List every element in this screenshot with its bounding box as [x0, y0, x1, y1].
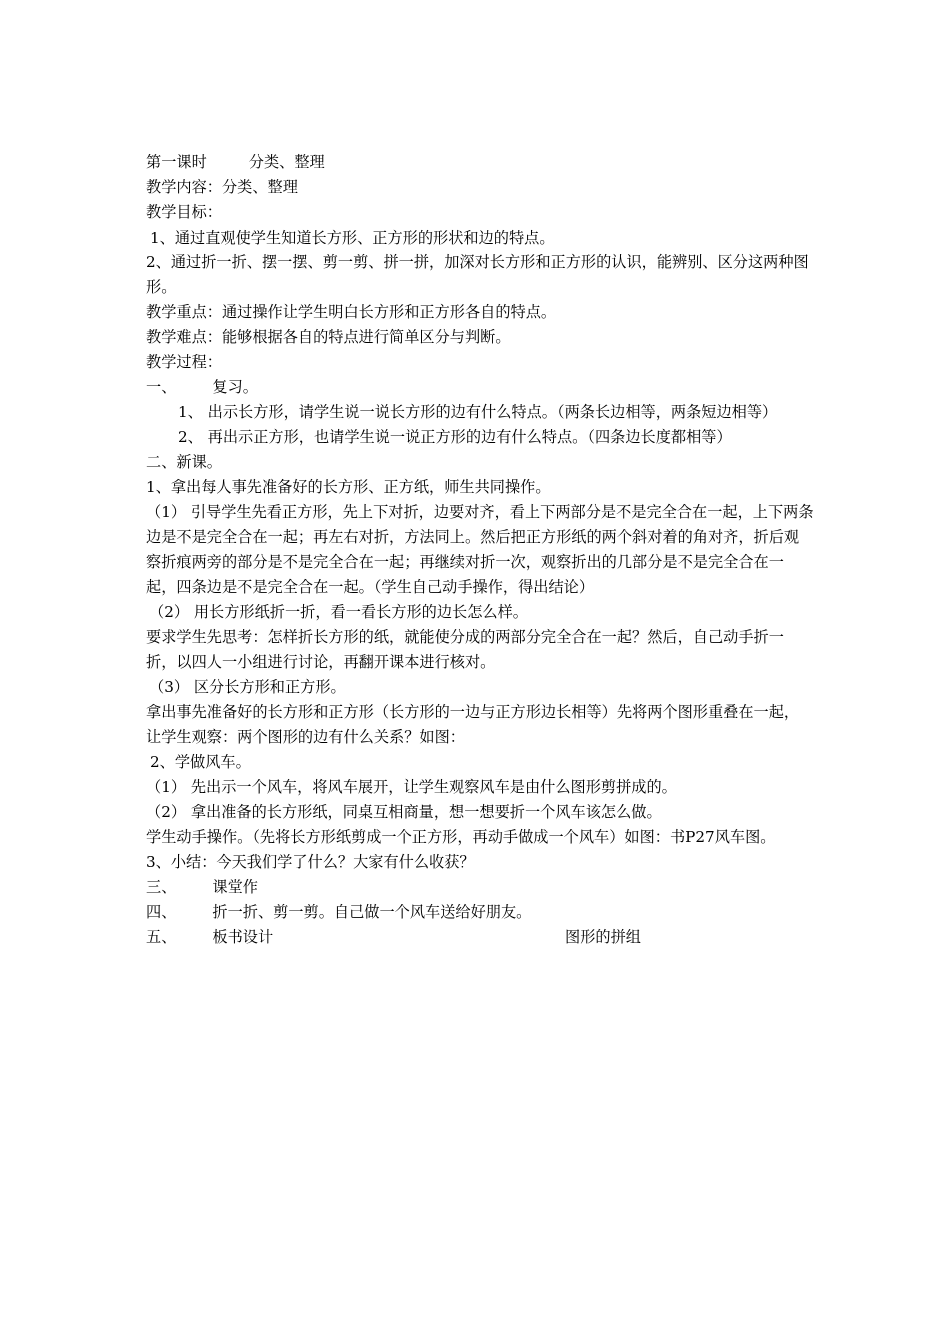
review-title: 复习。	[212, 378, 258, 396]
goal-1: 1、通过直观使学生知道长方形、正方形的形状和边的特点。	[150, 229, 555, 247]
step-1-paragraph-line-4: 起，四条边是不是完全合在一起。（学生自己动手操作，得出结论）	[146, 578, 595, 596]
item-3-paragraph-line-1: 拿出事先准备好的长方形和正方形（长方形的一边与正方形边长相等）先将两个图形重叠在一起，	[146, 703, 800, 721]
step-1-paragraph-line-3: 察折痕两旁的部分是不是完全合在一起；再继续对折一次，观察折出的几部分是不是完全合在一	[146, 553, 784, 571]
goal-2-line-1: 2、通过折一折、摆一摆、剪一剪、拼一拼，加深对长方形和正方形的认识，能辨别、区分这两种图	[146, 253, 809, 271]
lesson-title: 第一课时	[146, 153, 207, 171]
process-label: 教学过程：	[146, 353, 222, 371]
section-3	[146, 875, 862, 899]
section-3-text: 课堂作	[212, 878, 258, 896]
board-design-title: 图形的拼组	[565, 928, 641, 946]
item-3-paragraph-line-2: 让学生观察：两个图形的边有什么关系？如图：	[146, 728, 465, 746]
goal-2-line-2: 形。	[146, 278, 177, 296]
new-lesson-heading: 二、新课。	[146, 453, 222, 471]
new-lesson-step-2: 2、学做风车。	[150, 753, 251, 771]
section-4-number: 四、	[146, 903, 177, 921]
step-2-item-2: （2） 拿出准备的长方形纸，同桌互相商量，想一想要折一个风车该怎么做。	[146, 803, 662, 821]
difficulty: 教学难点：能够根据各自的特点进行简单区分与判断。	[146, 328, 511, 346]
item-2-paragraph-line-2: 折，以四人一小组进行讨论，再翻开课本进行核对。	[146, 653, 496, 671]
key-point: 教学重点：通过操作让学生明白长方形和正方形各自的特点。	[146, 303, 557, 321]
review-heading	[146, 375, 862, 399]
goals-label: 教学目标：	[146, 203, 222, 221]
section-5-text: 板书设计	[212, 928, 274, 946]
step-1-paragraph-line-1: （1） 引导学生先看正方形，先上下对折，边要对齐，看上下两部分是不是完全合在一起，上下两条	[146, 503, 814, 521]
section-4-text: 折一折、剪一剪。自己做一个风车送给好朋友。	[212, 903, 532, 921]
lesson-content: 教学内容：分类、整理	[146, 178, 298, 196]
review-item-1: 1、 出示长方形，请学生说一说长方形的边有什么特点。（两条长边相等，两条短边相等）	[178, 403, 778, 421]
lesson-topic: 分类、整理	[248, 153, 325, 171]
step-1-item-2: （2） 用长方形纸折一折，看一看长方形的边长怎么样。	[149, 603, 528, 621]
review-item-2: 2、 再出示正方形，也请学生说一说正方形的边有什么特点。（四条边长度都相等）	[178, 428, 732, 446]
review-number: 一、	[146, 378, 177, 396]
new-lesson-step-3: 3、小结：今天我们学了什么？大家有什么收获？	[146, 853, 475, 871]
section-4	[146, 900, 862, 924]
item-2-paragraph-line-1: 要求学生先思考：怎样折长方形的纸，就能使分成的两部分完全合在一起？然后，自己动手折一	[146, 628, 784, 646]
step-1-item-3: （3） 区分长方形和正方形。	[149, 678, 346, 696]
section-3-number: 三、	[146, 878, 177, 896]
step-1-paragraph-line-2: 边是不是完全合在一起；再左右对折，方法同上。然后把正方形纸的两个斜对着的角对齐，折后观	[146, 528, 800, 546]
step-2-activity: 学生动手操作。（先将长方形纸剪成一个正方形，再动手做成一个风车）如图：书P27风车图。	[146, 828, 776, 846]
new-lesson-step-1: 1、拿出每人事先准备好的长方形、正方纸，师生共同操作。	[146, 478, 551, 496]
lesson-heading	[146, 150, 862, 174]
step-2-item-1: （1） 先出示一个风车，将风车展开，让学生观察风车是由什么图形剪拼成的。	[146, 778, 677, 796]
section-5-number: 五、	[146, 928, 177, 946]
